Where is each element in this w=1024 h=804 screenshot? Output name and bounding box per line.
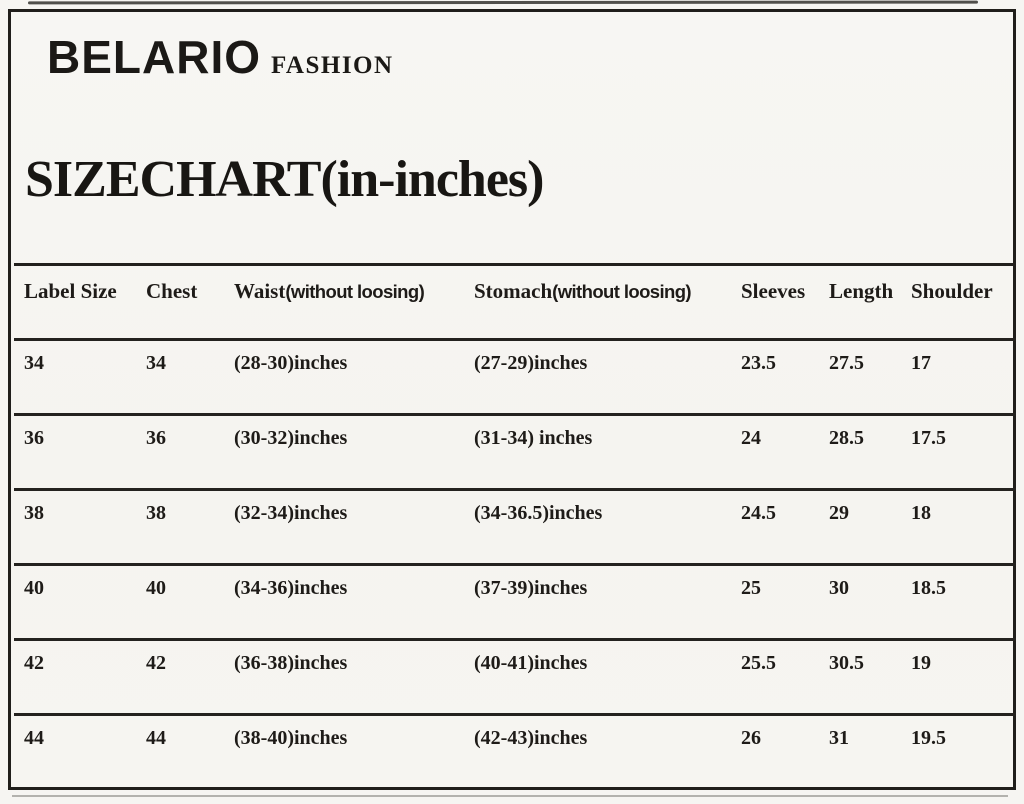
cell-sleeves: 24.5 <box>741 502 776 524</box>
cell-length: 30 <box>829 577 849 599</box>
cell-shoulder: 18 <box>911 502 931 524</box>
header-shoulder: Shoulder <box>911 279 993 303</box>
cell-stomach: (27-29)inches <box>474 352 588 374</box>
table-row-size-36 <box>14 416 1016 491</box>
cell-waist: (34-36)inches <box>234 577 348 599</box>
cell-chest: 38 <box>146 502 166 524</box>
header-sleeves: Sleeves <box>741 279 806 303</box>
cell-shoulder: 17 <box>911 352 931 374</box>
cell-label-size: 34 <box>24 352 44 374</box>
cell-waist: (32-34)inches <box>234 502 348 524</box>
cell-stomach: (42-43)inches <box>474 727 588 749</box>
brand-logo <box>47 30 394 84</box>
cell-sleeves: 25.5 <box>741 652 776 674</box>
cell-waist: (38-40)inches <box>234 727 348 749</box>
cell-waist: (28-30)inches <box>234 352 348 374</box>
brand-name: BELARIO <box>47 31 261 83</box>
cell-chest: 44 <box>146 727 166 749</box>
cell-length: 28.5 <box>829 427 864 449</box>
size-table <box>14 263 1016 786</box>
header-length: Length <box>829 279 894 303</box>
cell-length: 29 <box>829 502 849 524</box>
scan-artifact-line <box>28 1 978 5</box>
cell-shoulder: 19 <box>911 652 931 674</box>
header-label-size: Label Size <box>24 279 117 303</box>
cell-length: 27.5 <box>829 352 864 374</box>
cell-chest: 36 <box>146 427 166 449</box>
cell-shoulder: 19.5 <box>911 727 946 749</box>
cell-stomach: (31-34) inches <box>474 427 593 449</box>
table-row-size-38 <box>14 491 1016 566</box>
cell-shoulder: 17.5 <box>911 427 946 449</box>
page-title: SIZECHART(in-inches) <box>25 151 544 208</box>
cell-shoulder: 18.5 <box>911 577 946 599</box>
table-header-row <box>14 266 1016 341</box>
cell-stomach: (37-39)inches <box>474 577 588 599</box>
cell-chest: 34 <box>146 352 166 374</box>
cell-stomach: (34-36.5)inches <box>474 502 603 524</box>
cell-chest: 42 <box>146 652 166 674</box>
cell-label-size: 42 <box>24 652 44 674</box>
cell-sleeves: 23.5 <box>741 352 776 374</box>
cell-length: 31 <box>829 727 849 749</box>
cell-length: 30.5 <box>829 652 864 674</box>
cell-sleeves: 24 <box>741 427 761 449</box>
cell-waist: (30-32)inches <box>234 427 348 449</box>
cell-waist: (36-38)inches <box>234 652 348 674</box>
cell-chest: 40 <box>146 577 166 599</box>
cell-label-size: 38 <box>24 502 44 524</box>
header-chest: Chest <box>146 279 198 303</box>
cell-sleeves: 25 <box>741 577 761 599</box>
table-row-size-44 <box>14 716 1016 786</box>
brand-suffix: FASHION <box>271 52 394 79</box>
table-row-size-34 <box>14 341 1016 416</box>
cell-label-size: 36 <box>24 427 44 449</box>
sheet-frame <box>8 9 1016 790</box>
cell-sleeves: 26 <box>741 727 761 749</box>
header-stomach: Stomach(without loosing) <box>474 279 691 303</box>
cell-stomach: (40-41)inches <box>474 652 588 674</box>
table-row-size-42 <box>14 641 1016 716</box>
table-row-size-40 <box>14 566 1016 641</box>
header-waist: Waist(without loosing) <box>234 279 425 303</box>
cell-label-size: 40 <box>24 577 44 599</box>
scan-shadow-line <box>12 795 1008 797</box>
cell-label-size: 44 <box>24 727 44 749</box>
